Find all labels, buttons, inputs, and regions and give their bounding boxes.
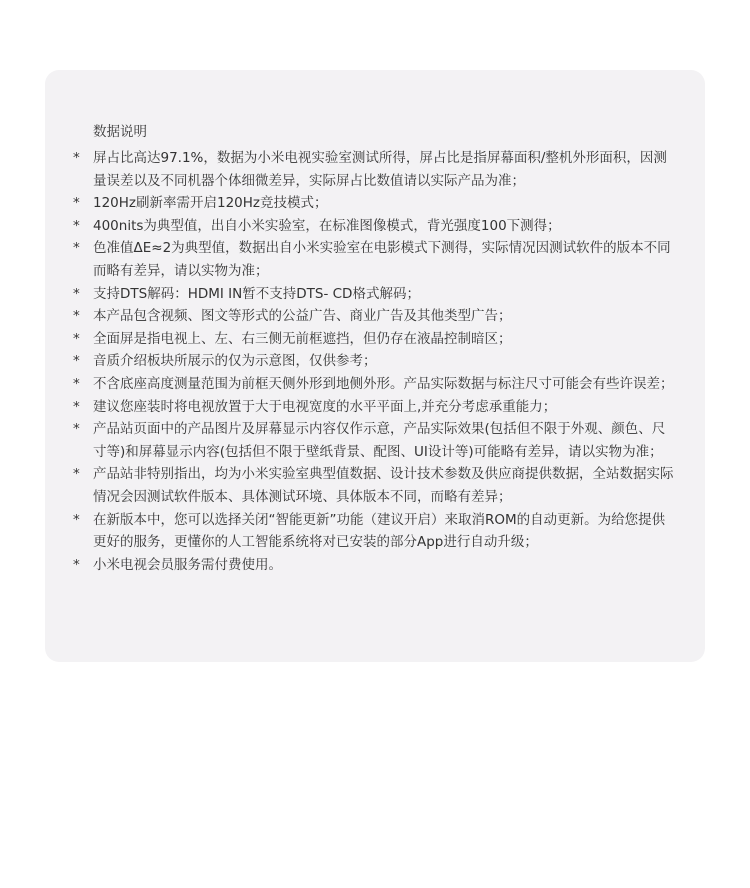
bullet-asterisk: *	[73, 466, 80, 483]
note-text: 屏占比高达97.1%，数据为小米电视实验室测试所得，屏占比是指屏幕面积/整机外形面积，因测量误差以及不同机器个体细微差异，实际屏占比数值请以实际产品为准；	[93, 150, 667, 189]
note-item	[73, 147, 677, 192]
bullet-asterisk: *	[73, 217, 80, 234]
note-item	[73, 418, 677, 463]
bullet-asterisk: *	[73, 375, 80, 392]
note-item	[73, 373, 677, 396]
note-text: 小米电视会员服务需付费使用。	[93, 556, 282, 573]
bullet-asterisk: *	[73, 285, 80, 302]
bullet-asterisk: *	[73, 353, 80, 370]
bullet-asterisk: *	[73, 330, 80, 347]
bullet-asterisk: *	[73, 150, 80, 166]
bullet-asterisk: *	[73, 511, 80, 528]
note-text: 产品站页面中的产品图片及屏幕显示内容仅作示意，产品实际效果(包括但不限于外观、颜色、尺寸等)和屏幕显示内容(包括但不限于壁纸背景、配图、UI设计等)可能略有差异，请以实物为准；	[93, 421, 666, 460]
bullet-asterisk: *	[73, 421, 80, 438]
note-text: 音质介绍板块所展示的仅为示意图，仅供参考；	[93, 353, 377, 370]
note-item	[73, 554, 677, 577]
note-item	[73, 350, 677, 373]
note-item	[73, 237, 677, 282]
note-text: 产品站非特别指出，均为小米实验室典型值数据、设计技术参数及供应商提供数据，全站数据实际情况会因测试软件版本、具体测试环境、具体版本不同，而略有差异；	[93, 466, 674, 505]
bullet-asterisk: *	[73, 556, 80, 573]
data-notes-card	[45, 70, 705, 662]
bullet-asterisk: *	[73, 308, 80, 325]
note-item	[73, 283, 677, 306]
note-text: 建议您座装时将电视放置于大于电视宽度的水平平面上,并充分考虑承重能力；	[93, 398, 557, 415]
note-item	[73, 509, 677, 554]
note-text: 在新版本中，您可以选择关闭“智能更新”功能（建议开启）来取消ROM的自动更新。为给您提供更好的服务，更懂你的人工智能系统将对已安装的部分App进行自动升级；	[93, 511, 666, 551]
notes-list	[73, 147, 677, 576]
note-text: 本产品包含视频、图文等形式的公益广告、商业广告及其他类型广告；	[93, 308, 512, 325]
note-item	[73, 305, 677, 328]
bullet-asterisk: *	[73, 195, 80, 212]
note-item	[73, 192, 677, 215]
note-text: 不含底座高度测量范围为前框天侧外形到地侧外形。产品实际数据与标注尺寸可能会有些许误差；	[93, 375, 674, 392]
note-text: 全面屏是指电视上、左、右三侧无前框遮挡，但仍存在液晶控制暗区；	[93, 330, 512, 347]
note-item	[73, 396, 677, 419]
note-text: 400nits为典型值，出自小米实验室，在标准图像模式，背光强度100下测得；	[93, 217, 561, 234]
note-item	[73, 463, 677, 508]
note-text: 色准值ΔE≈2为典型值，数据出自小米实验室在电影模式下测得，实际情况因测试软件的版本不同而略有差异，请以实物为准；	[93, 240, 671, 279]
note-text: 120Hz刷新率需开启120Hz竞技模式；	[93, 195, 328, 212]
bullet-asterisk: *	[73, 398, 80, 415]
note-item	[73, 215, 677, 238]
notes-heading: 数据说明	[93, 124, 147, 140]
note-item	[73, 328, 677, 351]
bullet-asterisk: *	[73, 240, 80, 257]
note-text: 支持DTS解码：HDMI IN暂不支持DTS- CD格式解码；	[93, 285, 420, 302]
